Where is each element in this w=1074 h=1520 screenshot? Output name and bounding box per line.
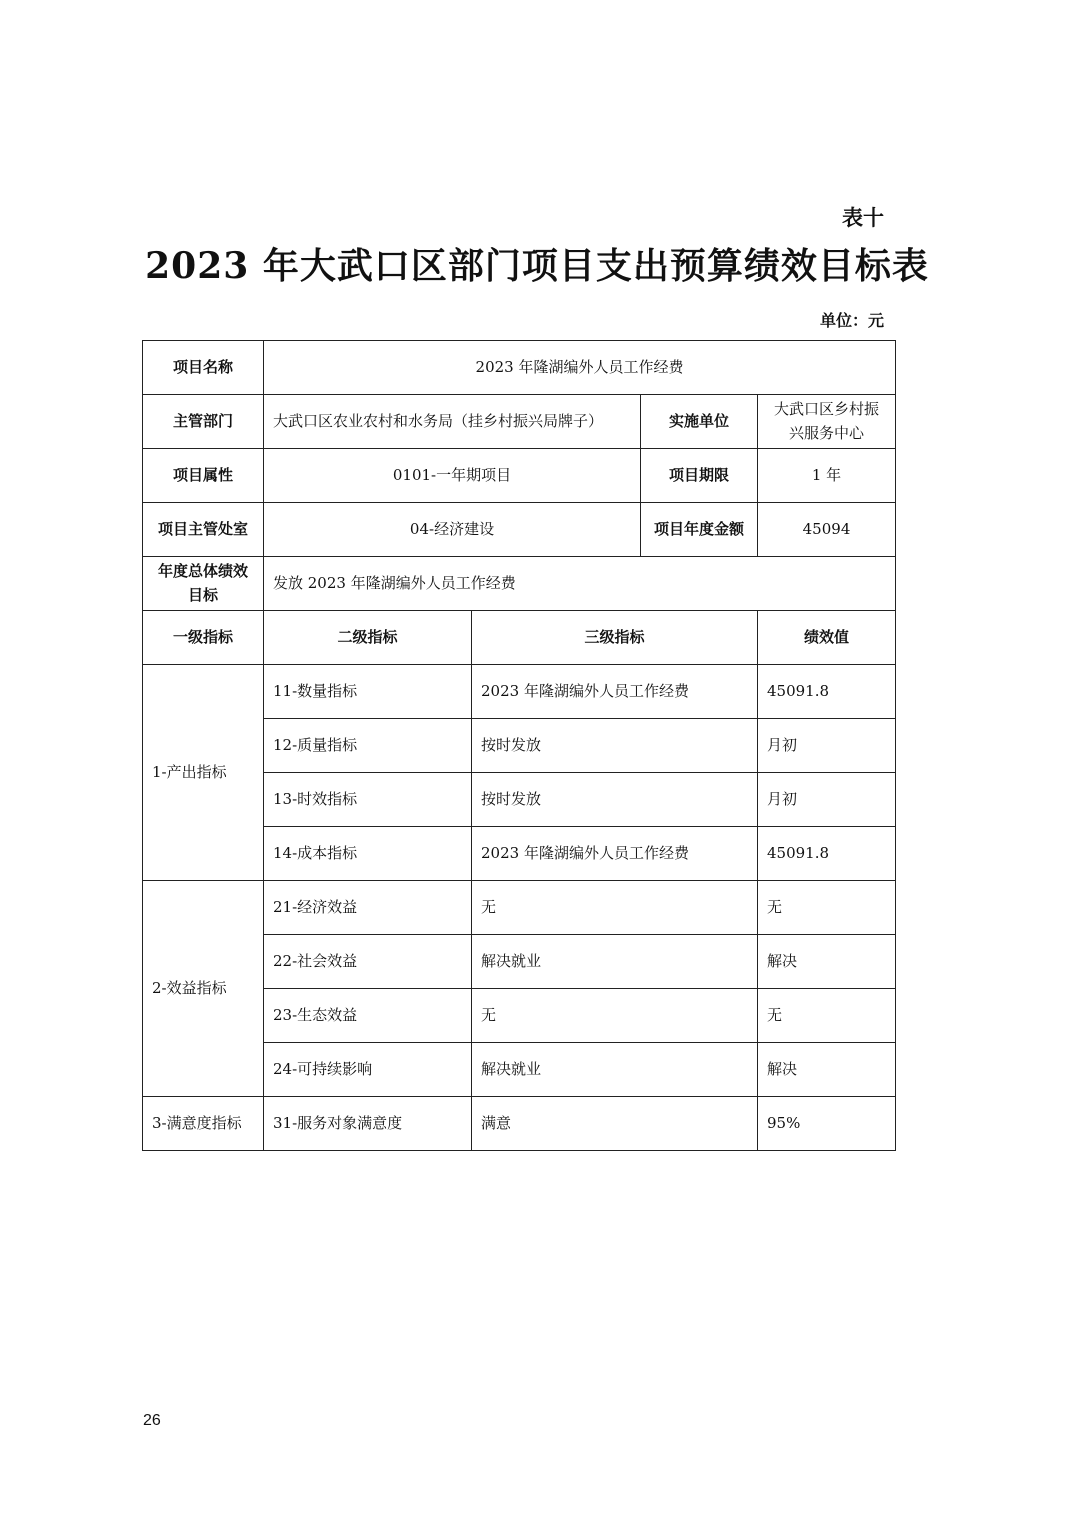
level3-indicator: 解决就业 — [472, 935, 758, 989]
office-value: 04-经济建设 — [264, 503, 641, 557]
level3-indicator: 2023 年隆湖编外人员工作经费 — [472, 665, 758, 719]
project-name-value: 2023 年隆湖编外人员工作经费 — [264, 341, 896, 395]
level3-indicator: 按时发放 — [472, 773, 758, 827]
goal-row — [143, 557, 896, 611]
level1-indicator: 3-满意度指标 — [143, 1097, 264, 1151]
department-value: 大武口区农业农村和水务局（挂乡村振兴局牌子） — [264, 395, 641, 449]
office-label: 项目主管处室 — [143, 503, 264, 557]
table-row — [143, 665, 896, 719]
project-name-row — [143, 341, 896, 395]
page-number: 26 — [143, 1412, 161, 1429]
level2-indicator: 31-服务对象满意度 — [264, 1097, 472, 1151]
amount-label: 项目年度金额 — [641, 503, 758, 557]
level2-indicator: 14-成本指标 — [264, 827, 472, 881]
level3-indicator: 满意 — [472, 1097, 758, 1151]
attribute-label: 项目属性 — [143, 449, 264, 503]
attribute-row — [143, 449, 896, 503]
level3-indicator: 2023 年隆湖编外人员工作经费 — [472, 827, 758, 881]
header-value: 绩效值 — [758, 611, 896, 665]
goal-label: 年度总体绩效目标 — [143, 557, 264, 611]
level2-indicator: 21-经济效益 — [264, 881, 472, 935]
performance-table — [142, 340, 896, 1151]
level3-indicator: 无 — [472, 989, 758, 1043]
performance-value: 解决 — [758, 935, 896, 989]
table-row — [143, 1097, 896, 1151]
page-title: 2023 年大武口区部门项目支出预算绩效目标表 — [145, 245, 929, 287]
level2-indicator: 11-数量指标 — [264, 665, 472, 719]
unit-label: 单位：元 — [819, 311, 884, 330]
level3-indicator: 按时发放 — [472, 719, 758, 773]
level2-indicator: 13-时效指标 — [264, 773, 472, 827]
header-level1: 一级指标 — [143, 611, 264, 665]
level2-indicator: 12-质量指标 — [264, 719, 472, 773]
level2-indicator: 24-可持续影响 — [264, 1043, 472, 1097]
implementing-unit-label: 实施单位 — [641, 395, 758, 449]
amount-value: 45094 — [758, 503, 896, 557]
level3-indicator: 无 — [472, 881, 758, 935]
period-value: 1 年 — [758, 449, 896, 503]
performance-value: 无 — [758, 881, 896, 935]
header-level2: 二级指标 — [264, 611, 472, 665]
performance-value: 无 — [758, 989, 896, 1043]
goal-value: 发放 2023 年隆湖编外人员工作经费 — [264, 557, 896, 611]
department-row — [143, 395, 896, 449]
performance-value: 45091.8 — [758, 827, 896, 881]
attribute-value: 0101-一年期项目 — [264, 449, 641, 503]
table-number: 表十 — [842, 206, 884, 230]
level2-indicator: 22-社会效益 — [264, 935, 472, 989]
level2-indicator: 23-生态效益 — [264, 989, 472, 1043]
header-level3: 三级指标 — [472, 611, 758, 665]
performance-value: 月初 — [758, 719, 896, 773]
performance-value: 95% — [758, 1097, 896, 1151]
level1-indicator: 2-效益指标 — [143, 881, 264, 1097]
department-label: 主管部门 — [143, 395, 264, 449]
table-row — [143, 881, 896, 935]
performance-value: 月初 — [758, 773, 896, 827]
project-name-label: 项目名称 — [143, 341, 264, 395]
performance-value: 解决 — [758, 1043, 896, 1097]
performance-value: 45091.8 — [758, 665, 896, 719]
office-row — [143, 503, 896, 557]
implementing-unit-value: 大武口区乡村振兴服务中心 — [758, 395, 896, 449]
level1-indicator: 1-产出指标 — [143, 665, 264, 881]
indicator-header-row — [143, 611, 896, 665]
level3-indicator: 解决就业 — [472, 1043, 758, 1097]
period-label: 项目期限 — [641, 449, 758, 503]
